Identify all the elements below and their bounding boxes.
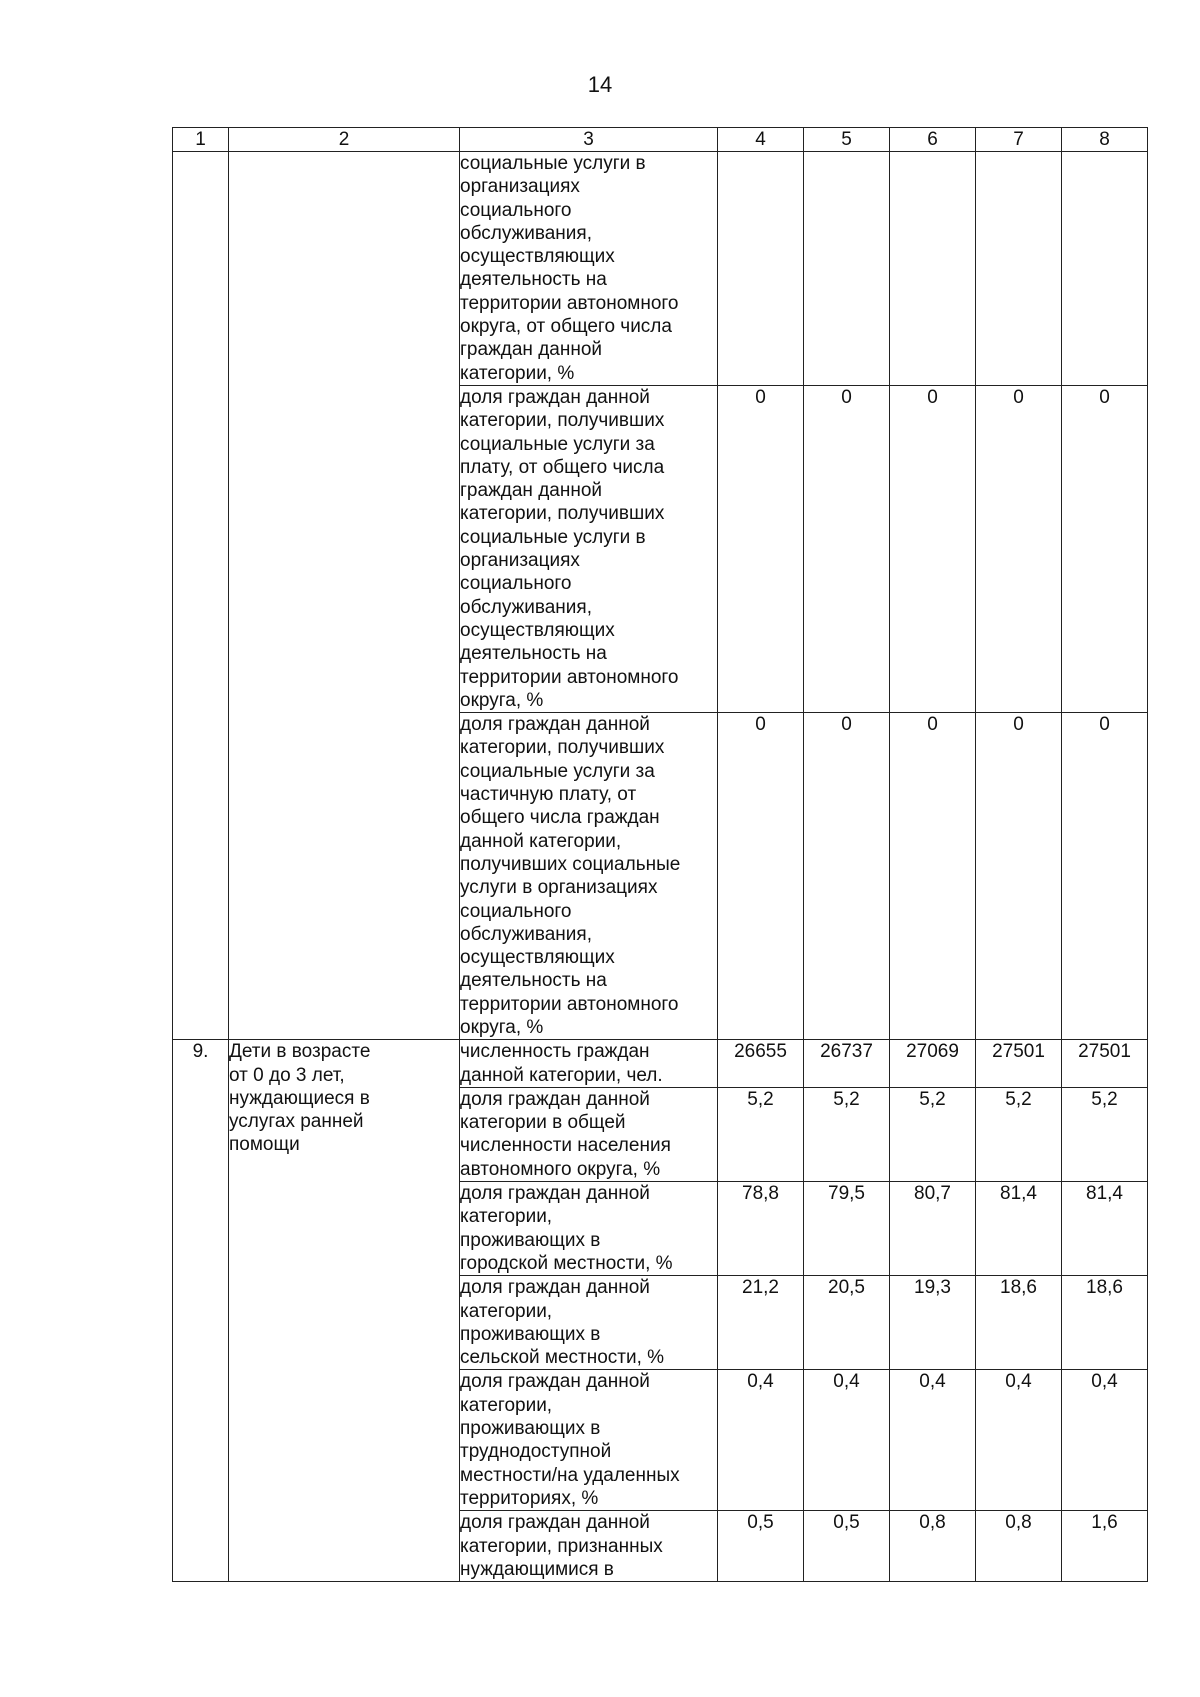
table-row — [173, 1040, 1148, 1088]
indicator-cell — [460, 713, 718, 1040]
indicator-cell — [460, 152, 718, 386]
indicators-table — [172, 127, 1148, 1582]
indicator-cell — [460, 1040, 718, 1088]
column-number-header: 2 — [229, 128, 460, 152]
value-cell: 0 — [890, 385, 976, 712]
category-cell — [229, 152, 460, 1040]
text-line: социального — [460, 199, 572, 221]
value-cell: 27069 — [890, 1040, 976, 1088]
column-number-header: 4 — [718, 128, 804, 152]
text-line: категории в общей — [460, 1112, 626, 1134]
page-number: 14 — [587, 72, 613, 97]
value-cell: 0 — [890, 713, 976, 1040]
table-row — [173, 152, 1148, 386]
column-number-header: 1 — [173, 128, 229, 152]
value-cell: 18,6 — [976, 1276, 1062, 1370]
value-cell: 0,4 — [1062, 1370, 1148, 1511]
column-number-header: 8 — [1062, 128, 1148, 152]
text-line: труднодоступной — [460, 1441, 612, 1463]
text-line: деятельность на — [460, 970, 607, 992]
text-line: от 0 до 3 лет, — [229, 1064, 345, 1086]
text-line: численность граждан — [460, 1041, 650, 1063]
value-cell: 79,5 — [804, 1182, 890, 1276]
text-line: частичную плату, от — [460, 784, 637, 806]
text-line: доля граждан данной — [460, 714, 650, 736]
value-cell: 0,8 — [976, 1511, 1062, 1582]
value-cell: 19,3 — [890, 1276, 976, 1370]
indicator-cell — [460, 1276, 718, 1370]
text-line: доля граждан данной — [460, 1371, 650, 1393]
value-cell: 81,4 — [976, 1182, 1062, 1276]
value-cell: 0,4 — [890, 1370, 976, 1511]
column-number-header: 3 — [460, 128, 718, 152]
text-line: округа, от общего числа — [460, 316, 672, 338]
text-line: данной категории, чел. — [460, 1064, 663, 1086]
row-number-cell: 9. — [173, 1040, 229, 1582]
text-line: осуществляющих — [460, 619, 615, 641]
value-cell: 81,4 — [1062, 1182, 1148, 1276]
value-cell: 0 — [804, 385, 890, 712]
text-line: категории, получивших — [460, 410, 665, 432]
text-line: местности/на удаленных — [460, 1464, 680, 1486]
text-line: доля граждан данной — [460, 1088, 650, 1110]
text-line: социального — [460, 900, 572, 922]
text-line: территории автономного — [460, 993, 679, 1015]
column-number-header: 5 — [804, 128, 890, 152]
text-line: организациях — [460, 550, 580, 572]
value-cell — [718, 152, 804, 386]
text-line: услугах ранней — [229, 1111, 364, 1133]
value-cell: 0,5 — [718, 1511, 804, 1582]
value-cell: 5,2 — [804, 1087, 890, 1181]
text-line: обслуживания, — [460, 596, 592, 618]
text-line: помощи — [229, 1134, 300, 1156]
value-cell: 21,2 — [718, 1276, 804, 1370]
indicator-cell — [460, 1511, 718, 1582]
text-line: граждан данной — [460, 339, 603, 361]
text-line: общего числа граждан — [460, 807, 660, 829]
text-line: обслуживания, — [460, 222, 592, 244]
text-line: Дети в возрасте — [229, 1041, 371, 1063]
text-line: территориях, % — [460, 1487, 599, 1509]
value-cell: 0 — [976, 713, 1062, 1040]
text-line: категории, — [460, 1206, 553, 1228]
text-line: услуги в организациях — [460, 877, 658, 899]
text-line: доля граждан данной — [460, 1183, 650, 1205]
text-line: категории, — [460, 1394, 553, 1416]
text-line: организациях — [460, 176, 580, 198]
text-line: социального — [460, 573, 572, 595]
text-line: проживающих в — [460, 1229, 601, 1251]
value-cell: 5,2 — [890, 1087, 976, 1181]
value-cell: 26737 — [804, 1040, 890, 1088]
text-line: численности населения — [460, 1135, 671, 1157]
text-line: категории, получивших — [460, 503, 665, 525]
value-cell: 78,8 — [718, 1182, 804, 1276]
text-line: социальные услуги в — [460, 526, 646, 548]
text-line: нуждающиеся в — [229, 1087, 370, 1109]
value-cell: 0,8 — [890, 1511, 976, 1582]
indicator-cell — [460, 1182, 718, 1276]
value-cell: 0 — [976, 385, 1062, 712]
value-cell: 27501 — [976, 1040, 1062, 1088]
value-cell: 0,4 — [976, 1370, 1062, 1511]
value-cell: 20,5 — [804, 1276, 890, 1370]
column-number-header: 7 — [976, 128, 1062, 152]
text-line: получивших социальные — [460, 853, 681, 875]
text-line: категории, — [460, 1300, 553, 1322]
value-cell — [1062, 152, 1148, 386]
text-line: территории автономного — [460, 666, 679, 688]
indicator-cell — [460, 385, 718, 712]
value-cell: 0 — [1062, 713, 1148, 1040]
value-cell: 18,6 — [1062, 1276, 1148, 1370]
value-cell: 0 — [1062, 385, 1148, 712]
value-cell: 5,2 — [718, 1087, 804, 1181]
text-line: территории автономного — [460, 292, 679, 314]
text-line: автономного округа, % — [460, 1158, 661, 1180]
text-line: обслуживания, — [460, 923, 592, 945]
value-cell: 80,7 — [890, 1182, 976, 1276]
text-line: округа, % — [460, 1016, 544, 1038]
row-number-cell — [173, 152, 229, 1040]
value-cell — [890, 152, 976, 386]
indicator-cell — [460, 1087, 718, 1181]
text-line: данной категории, — [460, 830, 622, 852]
value-cell — [976, 152, 1062, 386]
text-line: осуществляющих — [460, 947, 615, 969]
text-line: социальные услуги за — [460, 433, 655, 455]
text-line: проживающих в — [460, 1323, 601, 1345]
text-line: доля граждан данной — [460, 1512, 650, 1534]
text-line: категории, % — [460, 362, 575, 384]
value-cell: 0 — [804, 713, 890, 1040]
text-line: социальные услуги в — [460, 153, 646, 174]
column-number-header: 6 — [890, 128, 976, 152]
text-line: категории, признанных — [460, 1535, 663, 1557]
text-line: городской местности, % — [460, 1252, 673, 1274]
value-cell: 1,6 — [1062, 1511, 1148, 1582]
text-line: социальные услуги за — [460, 760, 655, 782]
text-line: проживающих в — [460, 1418, 601, 1440]
value-cell: 5,2 — [1062, 1087, 1148, 1181]
text-line: доля граждан данной — [460, 386, 650, 408]
value-cell: 5,2 — [976, 1087, 1062, 1181]
value-cell: 0 — [718, 385, 804, 712]
column-number-header-row — [173, 128, 1148, 152]
value-cell: 0,4 — [804, 1370, 890, 1511]
indicator-cell — [460, 1370, 718, 1511]
text-line: деятельность на — [460, 643, 607, 665]
text-line: деятельность на — [460, 269, 607, 291]
value-cell: 26655 — [718, 1040, 804, 1088]
value-cell: 0,4 — [718, 1370, 804, 1511]
value-cell: 0 — [718, 713, 804, 1040]
category-cell — [229, 1040, 460, 1582]
value-cell: 0,5 — [804, 1511, 890, 1582]
text-line: граждан данной — [460, 480, 603, 502]
text-line: сельской местности, % — [460, 1347, 665, 1369]
text-line: нуждающимися в — [460, 1558, 614, 1580]
text-line: доля граждан данной — [460, 1277, 650, 1299]
text-line: категории, получивших — [460, 737, 665, 759]
value-cell — [804, 152, 890, 386]
text-line: округа, % — [460, 689, 544, 711]
text-line: плату, от общего числа — [460, 456, 665, 478]
text-line: осуществляющих — [460, 246, 615, 268]
value-cell: 27501 — [1062, 1040, 1148, 1088]
